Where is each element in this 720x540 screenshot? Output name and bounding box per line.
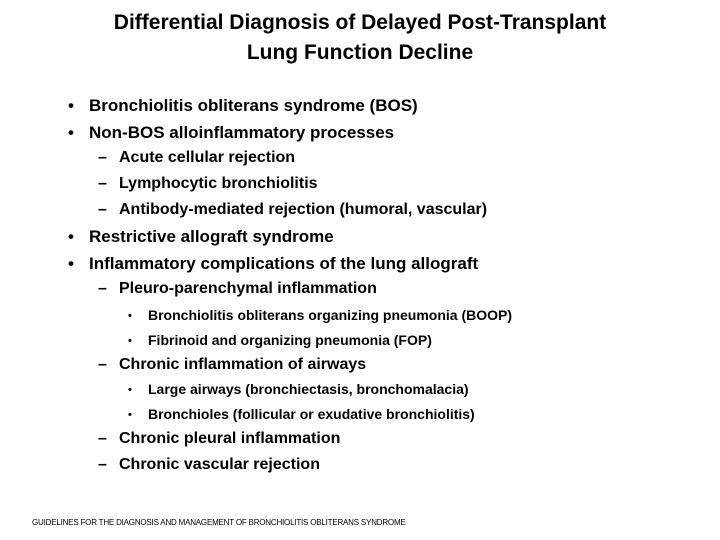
bullet-item: [68, 227, 334, 247]
dash-marker: –: [98, 456, 107, 473]
bullet-marker: •: [68, 254, 74, 273]
dash-marker: –: [98, 201, 107, 218]
sub-sub-item-text: Large airways (bronchiectasis, bronchomalacia): [148, 381, 469, 397]
bullet-marker: •: [128, 409, 132, 421]
sub-item-text: Chronic inflammation of airways: [119, 356, 367, 373]
sub-item: [98, 149, 295, 167]
sub-item-text: Lymphocytic bronchiolitis: [119, 175, 318, 192]
title-line-1: Differential Diagnosis of Delayed Post-Transplant: [113, 11, 607, 34]
sub-sub-item-text: Bronchiolitis obliterans organizing pneumonia (BOOP): [148, 307, 513, 323]
sub-item-text: Chronic pleural inflammation: [119, 430, 341, 447]
bullet-text: Non-BOS alloinflammatory processes: [89, 123, 395, 142]
bullet-marker: •: [128, 384, 132, 396]
bullet-marker: •: [128, 310, 132, 322]
title-line-2: Lung Function Decline: [246, 41, 474, 64]
bullet-text: Restrictive allograft syndrome: [89, 227, 334, 246]
bullet-item: [68, 96, 418, 116]
sub-item-text: Acute cellular rejection: [119, 149, 296, 166]
dash-marker: –: [98, 430, 107, 447]
dash-marker: –: [98, 280, 107, 297]
bullet-item: [68, 254, 478, 274]
sub-item: [98, 175, 318, 193]
sub-sub-item: [128, 332, 432, 348]
slide-title: [30, 8, 690, 68]
bullet-text: Bronchiolitis obliterans syndrome (BOS): [89, 96, 418, 115]
sub-item-text: Antibody-mediated rejection (humoral, vascular): [119, 201, 488, 218]
dash-marker: –: [98, 356, 107, 373]
sub-item: [98, 280, 377, 298]
dash-marker: –: [98, 175, 107, 192]
sub-item: [98, 201, 487, 219]
bullet-marker: •: [68, 123, 74, 142]
bullet-item: [68, 123, 394, 143]
sub-item: [98, 430, 340, 448]
bullet-text: Inflammatory complications of the lung allograft: [89, 254, 479, 273]
sub-sub-item-text: Fibrinoid and organizing pneumonia (FOP): [148, 332, 432, 348]
sub-sub-item: [128, 381, 469, 397]
dash-marker: –: [98, 149, 107, 166]
sub-item-text: Chronic vascular rejection: [119, 456, 320, 473]
slide-footer: GUIDELINES FOR THE DIAGNOSIS AND MANAGEMENT OF BRONCHIOLITIS OBLITERANS SYNDROME: [32, 518, 406, 527]
bullet-marker: •: [128, 335, 132, 347]
sub-sub-item: [128, 307, 512, 323]
sub-item: [98, 356, 366, 374]
sub-item: [98, 456, 320, 474]
bullet-marker: •: [68, 227, 74, 246]
sub-item-text: Pleuro-parenchymal inflammation: [119, 280, 377, 297]
sub-sub-item: [128, 406, 475, 422]
sub-sub-item-text: Bronchioles (follicular or exudative bronchiolitis): [148, 406, 475, 422]
bullet-marker: •: [68, 96, 74, 115]
